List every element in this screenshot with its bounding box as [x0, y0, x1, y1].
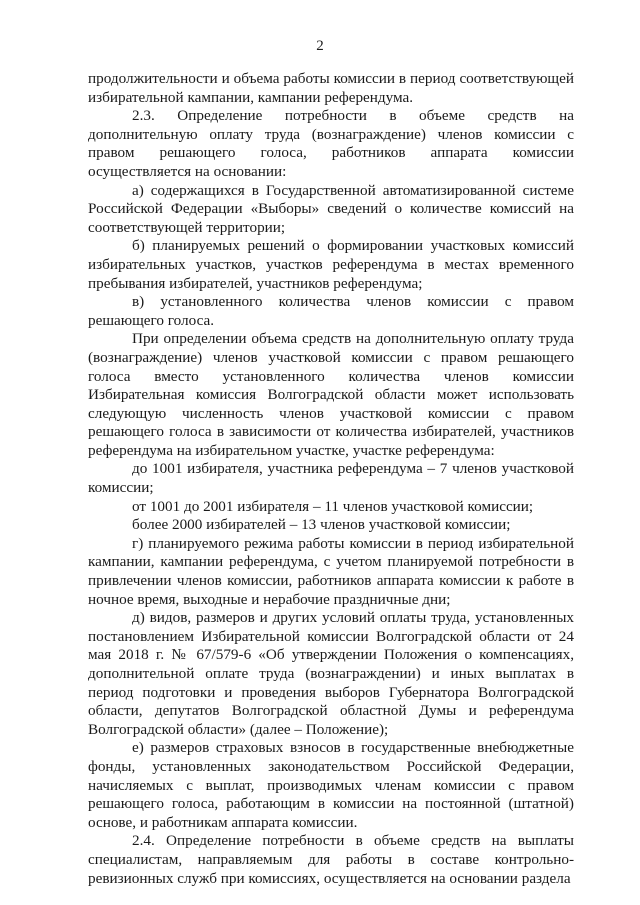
- paragraph-2-4: 2.4. Определение потребности в объеме средств на выплаты специалистам, направляемым для работы в составе контрольно-ревизионных служб при комиссиях, осуществляется на основании раздела: [88, 832, 574, 887]
- page-number: 2: [316, 38, 324, 54]
- list-item-d: д) видов, размеров и других условий оплаты труда, установленных постановлением Избирательной комиссии Волгоградской области от 24 мая 2018 г. № 67/579-6 «Об утверждении Положения о компенсациях, дополнительной оплате труда (вознаграждении) и иных выплатах в период подготовки и проведения выборов Губернатора Волгоградской области, депутатов Волгоградской областной Думы и референдума Волгоградской области» (далее – Положение);: [88, 609, 574, 738]
- paragraph-member-count: При определении объема средств на дополнительную оплату труда (вознаграждение) членов участковой комиссии с правом решающего голоса вместо установленного количества членов комиссии Избирательная комиссия Волгоградской области может использовать следующую численность членов участковой комиссии с правом решающего голоса в зависимости от количества избирателей, участников референдума на избирательном участке, участке референдума:: [88, 330, 574, 459]
- threshold-over-2000: более 2000 избирателей – 13 членов участковой комиссии;: [132, 516, 511, 534]
- list-item-a: а) содержащихся в Государственной автоматизированной системе Российской Федерации «Выборы» сведений о количестве комиссий на соответствующей территории;: [88, 181, 574, 236]
- paragraph-continuation: продолжительности и объема работы комиссии в период соответствующей избирательной кампании, кампании референдума.: [88, 70, 574, 106]
- document-body: [88, 70, 574, 888]
- paragraph-2-3: 2.3. Определение потребности в объеме средств на дополнительную оплату труда (вознаграждение) членов комиссии с правом решающего голоса, работников аппарата комиссии осуществляется на основании:: [88, 107, 574, 180]
- threshold-1001-2001: от 1001 до 2001 избирателя – 11 членов участковой комиссии;: [132, 497, 534, 515]
- list-item-b: б) планируемых решений о формировании участковых комиссий избирательных участков, участков референдума в местах временного пребывания избирателей, участников референдума;: [88, 237, 574, 292]
- list-item-v: в) установленного количества членов комиссии с правом решающего голоса.: [88, 293, 574, 329]
- list-item-e: е) размеров страховых взносов в государственные внебюджетные фонды, установленных законодательством Российской Федерации, начисляемых с выплат, производимых членам комиссии с правом решающего голоса, работающим в комиссии на постоянной (штатной) основе, и работникам аппарата комиссии.: [88, 739, 574, 831]
- list-item-g: г) планируемого режима работы комиссии в период избирательной кампании, кампании референдума, с учетом планируемой потребности в привлечении членов комиссии, работников аппарата комиссии к работе в ночное время, выходные и нерабочие праздничные дни;: [88, 534, 574, 608]
- threshold-up-to-1001: до 1001 избирателя, участника референдума – 7 членов участковой комиссии;: [88, 460, 574, 497]
